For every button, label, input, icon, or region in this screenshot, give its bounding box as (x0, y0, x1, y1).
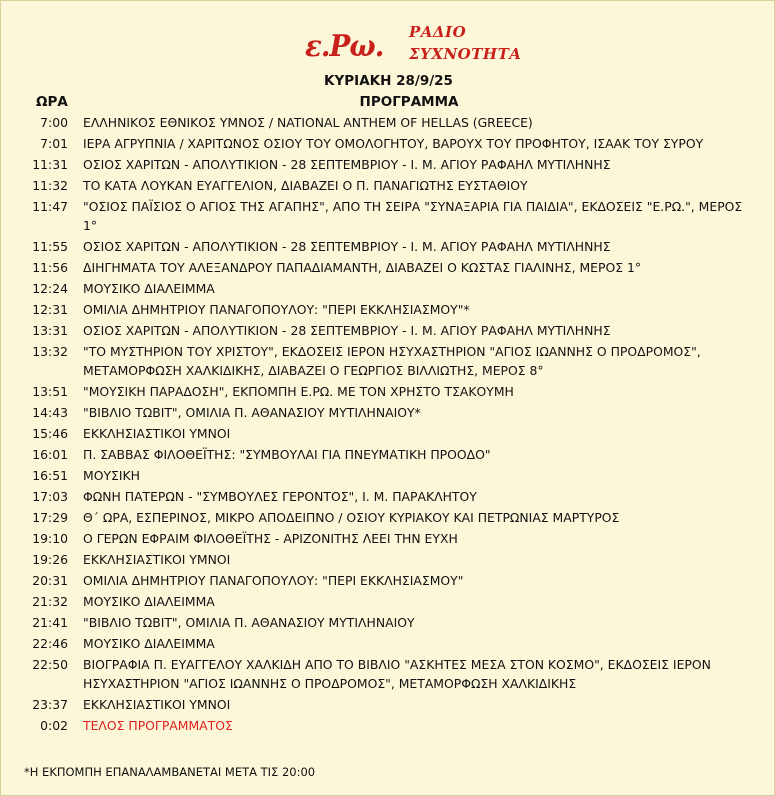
schedule-time: 19:10 (32, 531, 68, 546)
schedule-program: ΕΚΚΛΗΣΙΑΣΤΙΚΟΙ ΥΜΝΟΙ (83, 552, 231, 567)
schedule-time: 11:55 (32, 239, 68, 254)
schedule-row (1, 633, 775, 654)
schedule-time: 11:47 (32, 199, 68, 214)
schedule-time: 21:41 (32, 615, 68, 630)
schedule-time: 14:43 (32, 405, 68, 420)
schedule-time: 22:46 (32, 636, 68, 651)
schedule-row (1, 341, 775, 381)
schedule-row (1, 528, 775, 549)
station-logo (305, 19, 545, 69)
schedule-time: 0:02 (40, 718, 68, 733)
schedule-time: 12:24 (32, 281, 68, 296)
schedule-time: 16:01 (32, 447, 68, 462)
program-column-header: ΠΡΟΓΡΑΜΜΑ (359, 94, 459, 110)
schedule-row (1, 715, 775, 736)
schedule-program: "ΒΙΒΛΙΟ ΤΩΒΙΤ", ΟΜΙΛΙΑ Π. ΑΘΑΝΑΣΙΟΥ ΜΥΤΙΛΗΝΑΙΟΥ (83, 615, 415, 630)
schedule-row (1, 591, 775, 612)
schedule-row (1, 486, 775, 507)
schedule-row (1, 402, 775, 423)
schedule-program: ΕΛΛΗΝΙΚΟΣ ΕΘΝΙΚΟΣ ΥΜΝΟΣ / NATIONAL ANTHEM OF HELLAS (GREECE) (83, 115, 533, 130)
schedule-program: ΟΣΙΟΣ ΧΑΡΙΤΩΝ - ΑΠΟΛΥΤΙΚΙΟΝ - 28 ΣΕΠΤΕΜΒΡΙΟΥ - Ι. Μ. ΑΓΙΟΥ ΡΑΦΑΗΛ ΜΥΤΙΛΗΝΗΣ (83, 323, 611, 338)
schedule-time: 17:29 (32, 510, 68, 525)
schedule-time: 7:01 (40, 136, 68, 151)
schedule-time: 17:03 (32, 489, 68, 504)
schedule-time: 13:32 (32, 344, 68, 359)
schedule-row (1, 444, 775, 465)
schedule-time: 13:31 (32, 323, 68, 338)
schedule-program: ΕΚΚΛΗΣΙΑΣΤΙΚΟΙ ΥΜΝΟΙ (83, 426, 231, 441)
schedule-program: ΔΙΗΓΗΜΑΤΑ ΤΟΥ ΑΛΕΞΑΝΔΡΟΥ ΠΑΠΑΔΙΑΜΑΝΤΗ, ΔΙΑΒΑΖΕΙ Ο ΚΩΣΤΑΣ ΓΙΑΛΙΝΗΣ, ΜΕΡΟΣ 1° (83, 260, 642, 275)
schedule-time: 23:37 (32, 697, 68, 712)
schedule-program: ΒΙΟΓΡΑΦΙΑ Π. ΕΥΑΓΓΕΛΟΥ ΧΑΛΚΙΔΗ ΑΠΟ ΤΟ ΒΙΒΛΙΟ "ΑΣΚΗΤΕΣ ΜΕΣΑ ΣΤΟΝ ΚΟΣΜΟ", ΕΚΔΟΣΕΙΣ ΙΕΡΟΝ ΗΣΥΧΑΣΤΗΡΙΟΝ "ΑΓΙΟΣ ΙΩΑΝΝΗΣ Ο ΠΡΟΔΡΟΜΟΣ", ΜΕΤΑΜΟΡΦΩΣΗ ΧΑΛΚΙΔΙΚΗΣ (83, 657, 711, 691)
schedule-row (1, 299, 775, 320)
schedule-time: 21:32 (32, 594, 68, 609)
schedule-row (1, 257, 775, 278)
schedule-date: ΚΥΡΙΑΚΗ 28/9/25 (324, 73, 453, 89)
schedule-row (1, 196, 775, 236)
schedule-row (1, 465, 775, 486)
schedule-program: ΕΚΚΛΗΣΙΑΣΤΙΚΟΙ ΥΜΝΟΙ (83, 697, 231, 712)
schedule-program: ΟΜΙΛΙΑ ΔΗΜΗΤΡΙΟΥ ΠΑΝΑΓΟΠΟΥΛΟΥ: "ΠΕΡΙ ΕΚΚΛΗΣΙΑΣΜΟΥ" (83, 573, 464, 588)
schedule-row (1, 549, 775, 570)
schedule-row (1, 278, 775, 299)
schedule-row (1, 423, 775, 444)
schedule-program: ΦΩΝΗ ΠΑΤΕΡΩΝ - "ΣΥΜΒΟΥΛΕΣ ΓΕΡΟΝΤΟΣ", Ι. Μ. ΠΑΡΑΚΛΗΤΟΥ (83, 489, 477, 504)
schedule-program: Π. ΣΑΒΒΑΣ ΦΙΛΟΘΕΪΤΗΣ: "ΣΥΜΒΟΥΛΑΙ ΓΙΑ ΠΝΕΥΜΑΤΙΚΗ ΠΡΟΟΔΟ" (83, 447, 491, 462)
schedule-row (1, 154, 775, 175)
schedule-program: ΟΣΙΟΣ ΧΑΡΙΤΩΝ - ΑΠΟΛΥΤΙΚΙΟΝ - 28 ΣΕΠΤΕΜΒΡΙΟΥ - Ι. Μ. ΑΓΙΟΥ ΡΑΦΑΗΛ ΜΥΤΙΛΗΝΗΣ (83, 157, 611, 172)
schedule-list (1, 112, 775, 736)
schedule-program: Ο ΓΕΡΩΝ ΕΦΡΑΙΜ ΦΙΛΟΘΕΪΤΗΣ - ΑΡΙΖΟΝΙΤΗΣ ΛΕΕΙ ΤΗΝ ΕΥΧΗ (83, 531, 458, 546)
schedule-program: ΤΟ ΚΑΤΑ ΛΟΥΚΑΝ ΕΥΑΓΓΕΛΙΟΝ, ΔΙΑΒΑΖΕΙ Ο Π. ΠΑΝΑΓΙΩΤΗΣ ΕΥΣΤΑΘΙΟΥ (83, 178, 528, 193)
schedule-program: ΜΟΥΣΙΚΟ ΔΙΑΛΕΙΜΜΑ (83, 281, 215, 296)
schedule-program: ΜΟΥΣΙΚΟ ΔΙΑΛΕΙΜΜΑ (83, 636, 215, 651)
schedule-row (1, 570, 775, 591)
schedule-program: ΟΣΙΟΣ ΧΑΡΙΤΩΝ - ΑΠΟΛΥΤΙΚΙΟΝ - 28 ΣΕΠΤΕΜΒΡΙΟΥ - Ι. Μ. ΑΓΙΟΥ ΡΑΦΑΗΛ ΜΥΤΙΛΗΝΗΣ (83, 239, 611, 254)
schedule-program: ΜΟΥΣΙΚΗ (83, 468, 140, 483)
schedule-row (1, 112, 775, 133)
schedule-program: "ΒΙΒΛΙΟ ΤΩΒΙΤ", ΟΜΙΛΙΑ Π. ΑΘΑΝΑΣΙΟΥ ΜΥΤΙΛΗΝΑΙΟΥ* (83, 405, 421, 420)
schedule-row (1, 612, 775, 633)
schedule-row (1, 381, 775, 402)
schedule-time: 16:51 (32, 468, 68, 483)
footnote: *Η ΕΚΠΟΜΠΗ ΕΠΑΝΑΛΑΜΒΑΝΕΤΑΙ ΜΕΤΑ ΤΙΣ 20:00 (24, 765, 316, 779)
schedule-program: ΙΕΡΑ ΑΓΡΥΠΝΙΑ / ΧΑΡΙΤΩΝΟΣ ΟΣΙΟΥ ΤΟΥ ΟΜΟΛΟΓΗΤΟΥ, ΒΑΡΟΥΧ ΤΟΥ ΠΡΟΦΗΤΟΥ, ΙΣΑΑΚ ΤΟΥ ΣΥΡΟΥ (83, 136, 704, 151)
schedule-row (1, 507, 775, 528)
schedule-row (1, 175, 775, 196)
schedule-time: 7:00 (40, 115, 68, 130)
schedule-program: ΜΟΥΣΙΚΟ ΔΙΑΛΕΙΜΜΑ (83, 594, 215, 609)
schedule-time: 12:31 (32, 302, 68, 317)
logo-line-frequency: ΣΥΧΝΟΤΗΤΑ (409, 45, 522, 63)
schedule-time: 11:31 (32, 157, 68, 172)
schedule-time: 15:46 (32, 426, 68, 441)
schedule-row (1, 320, 775, 341)
schedule-program: ΟΜΙΛΙΑ ΔΗΜΗΤΡΙΟΥ ΠΑΝΑΓΟΠΟΥΛΟΥ: "ΠΕΡΙ ΕΚΚΛΗΣΙΑΣΜΟΥ"* (83, 302, 470, 317)
logo-mark: ε.Ρω. (305, 29, 384, 64)
schedule-program: "ΟΣΙΟΣ ΠΑΪΣΙΟΣ Ο ΑΓΙΟΣ ΤΗΣ ΑΓΑΠΗΣ", ΑΠΟ ΤΗ ΣΕΙΡΑ "ΣΥΝΑΞΑΡΙΑ ΓΙΑ ΠΑΙΔΙΑ", ΕΚΔΟΣΕΙΣ "Ε.ΡΩ.", ΜΕΡΟΣ 1° (83, 199, 743, 233)
schedule-time: 19:26 (32, 552, 68, 567)
schedule-row (1, 654, 775, 694)
schedule-row (1, 236, 775, 257)
schedule-program: "ΜΟΥΣΙΚΗ ΠΑΡΑΔΟΣΗ", ΕΚΠΟΜΠΗ Ε.ΡΩ. ΜΕ ΤΟΝ ΧΡΗΣΤΟ ΤΣΑΚΟΥΜΗ (83, 384, 514, 399)
schedule-time: 20:31 (32, 573, 68, 588)
schedule-time: 11:56 (32, 260, 68, 275)
schedule-program: "ΤΟ ΜΥΣΤΗΡΙΟΝ ΤΟΥ ΧΡΙΣΤΟΥ", ΕΚΔΟΣΕΙΣ ΙΕΡΟΝ ΗΣΥΧΑΣΤΗΡΙΟΝ "ΑΓΙΟΣ ΙΩΑΝΝΗΣ Ο ΠΡΟΔΡΟΜΟΣ", ΜΕΤΑΜΟΡΦΩΣΗ ΧΑΛΚΙΔΙΚΗΣ, ΔΙΑΒΑΖΕΙ Ο ΓΕΩΡΓΙΟΣ ΒΙΛΛΙΩΤΗΣ, ΜΕΡΟΣ 8° (83, 344, 701, 378)
schedule-program: ΤΕΛΟΣ ΠΡΟΓΡΑΜΜΑΤΟΣ (83, 718, 233, 733)
schedule-row (1, 694, 775, 715)
time-column-header: ΩΡΑ (36, 94, 68, 110)
schedule-program: Θ΄ ΩΡΑ, ΕΣΠΕΡΙΝΟΣ, ΜΙΚΡΟ ΑΠΟΔΕΙΠΝΟ / ΟΣΙΟΥ ΚΥΡΙΑΚΟΥ ΚΑΙ ΠΕΤΡΩΝΙΑΣ ΜΑΡΤΥΡΟΣ (83, 510, 620, 525)
schedule-row (1, 133, 775, 154)
schedule-time: 13:51 (32, 384, 68, 399)
schedule-time: 22:50 (32, 657, 68, 672)
logo-line-radio: ΡΑΔΙΟ (409, 23, 467, 41)
schedule-time: 11:32 (32, 178, 68, 193)
